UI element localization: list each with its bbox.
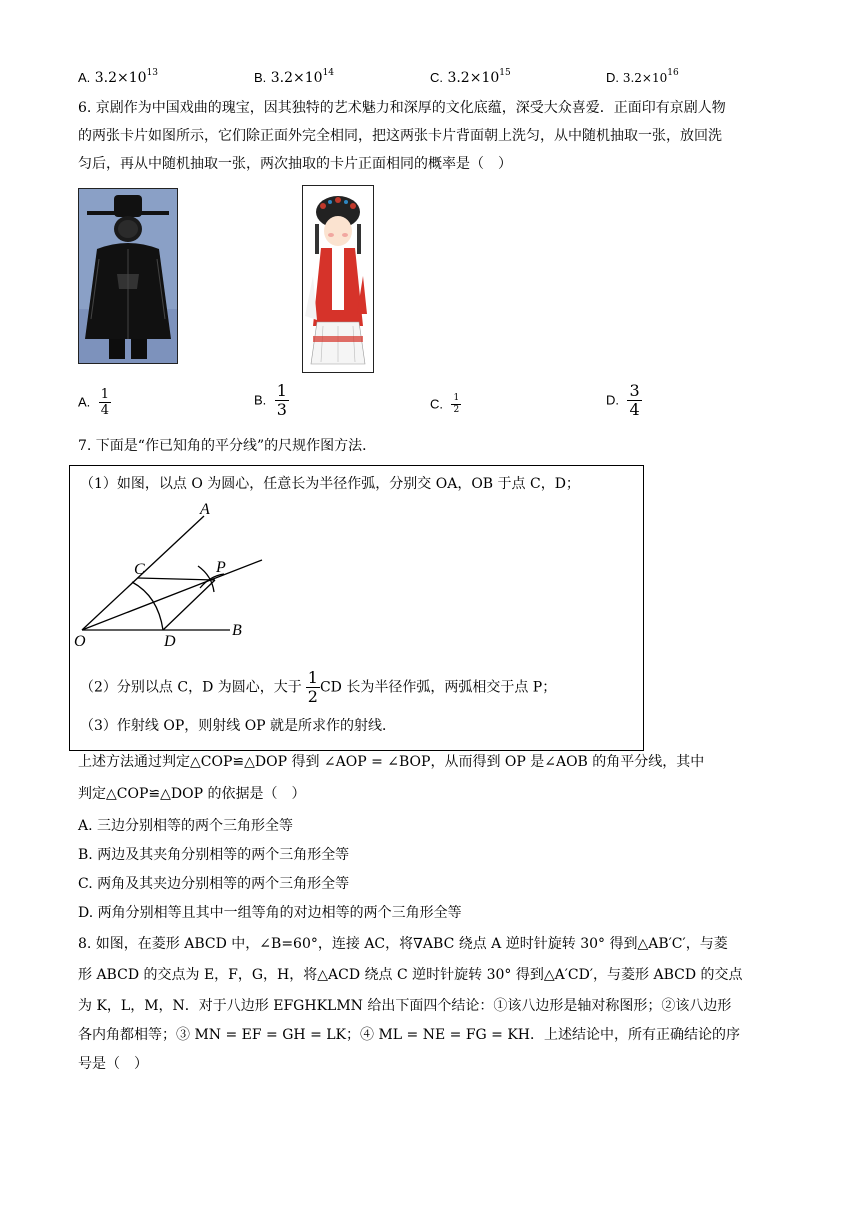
q7-after-1: 上述方法通过判定△COP≌△DOP 得到 ∠AOP = ∠BOP，从而得到 OP 是∠AOB 的角平分线，其中 [78, 754, 705, 770]
q6-line-3: 匀后，再从中随机抽取一张，两次抽取的卡片正面相同的概率是（ ） [78, 156, 512, 172]
label-a: A [200, 501, 210, 518]
opera-card-official [78, 188, 178, 364]
fraction: $\frac{1}{2}$ [453, 393, 460, 415]
q6-line-1: 6. 京剧作为中国戏曲的瑰宝，因其独特的艺术魅力和深厚的文化底蕴，深受大众喜爱．正面印有京剧人物 [78, 100, 726, 116]
q7-option-c: C. 两角及其夹边分别相等的两个三角形全等 [78, 876, 350, 892]
fraction: $\frac{3}{4}$ [629, 381, 640, 419]
q8-line-3: 为 K，L，M，N．对于八边形 EFGHKLMN 给出下面四个结论：①该八边形是轴对称图形；②该八边形 [78, 998, 732, 1014]
q8-line-2: 形 ABCD 的交点为 E，F，G，H，将△ACD 绕点 C 逆时针旋转 30° 得到△A′CD′，与菱形 ABCD 的交点 [78, 967, 743, 983]
q7-step-3: （3）作射线 OP，则射线 OP 就是所求作的射线． [80, 718, 397, 734]
q7-option-b: B. 两边及其夹角分别相等的两个三角形全等 [78, 847, 350, 863]
q6-line-2: 的两张卡片如图所示，它们除正面外完全相同，把这两张卡片背面朝上洗匀，从中随机抽取一张，放回洗 [78, 128, 722, 144]
q5-option-d: D. $3.2\times 10^{16}$ [606, 68, 679, 85]
fraction: $\frac{1}{4}$ [100, 387, 110, 418]
q8-line-5: 号是（ ） [78, 1056, 148, 1072]
q5-option-b: B. $3.2\times 10^{14}$ [254, 68, 335, 86]
q7-intro: 7. 下面是“作已知角的平分线”的尺规作图方法． [78, 438, 377, 454]
label-b: B [232, 622, 242, 639]
angle-bisector-figure [70, 496, 290, 656]
q8-line-4: 各内角都相等；③ MN = EF = GH = LK；④ ML = NE = FG = KH．上述结论中，所有正确结论的序 [78, 1027, 741, 1043]
segment-dp [163, 580, 215, 630]
q7-step-1: （1）如图，以点 O 为圆心，任意长为半径作弧，分别交 OA，OB 于点 C，D； [80, 476, 580, 492]
label-d: D [164, 633, 176, 650]
opera-dan-figure-image [303, 186, 373, 372]
q7-after-2: 判定△COP≌△DOP 的依据是（ ） [78, 786, 306, 802]
opera-official-figure-image [79, 189, 177, 363]
opera-card-dan [302, 185, 374, 373]
q7-step-2: （2）分别以点 C，D 为圆心，大于 $\frac{1}{2}$ CD 长为半径作弧，两弧相交于点 P； [80, 668, 557, 706]
q7-option-a: A. 三边分别相等的两个三角形全等 [78, 818, 294, 834]
q6-option-b: B. $\frac{1}{3}$ [254, 381, 287, 419]
q5-option-a: A. $3.2\times 10^{13}$ [78, 68, 159, 86]
ray-op [82, 560, 262, 630]
label-o: O [74, 633, 86, 650]
q6-option-c: C. $\frac{1}{2}$ [430, 393, 460, 415]
q8-line-1: 8. 如图，在菱形 ABCD 中，∠B=60°，连接 AC，将∇ABC 绕点 A 逆时针旋转 30° 得到△AB′C′，与菱 [78, 936, 728, 952]
segment-cp [138, 578, 215, 580]
fraction-half: $\frac{1}{2}$ [307, 668, 318, 706]
arc-cd [132, 582, 163, 630]
q6-option-d: D. $\frac{3}{4}$ [606, 381, 640, 419]
q5-option-c: C. $3.2\times 10^{15}$ [430, 68, 511, 86]
q7-option-d: D. 两角分别相等且其中一组等角的对边相等的两个三角形全等 [78, 905, 462, 921]
fraction: $\frac{1}{3}$ [276, 381, 287, 419]
label-p: P [216, 559, 226, 576]
label-c: C [134, 561, 145, 578]
q6-option-a: A. $\frac{1}{4}$ [78, 387, 110, 418]
